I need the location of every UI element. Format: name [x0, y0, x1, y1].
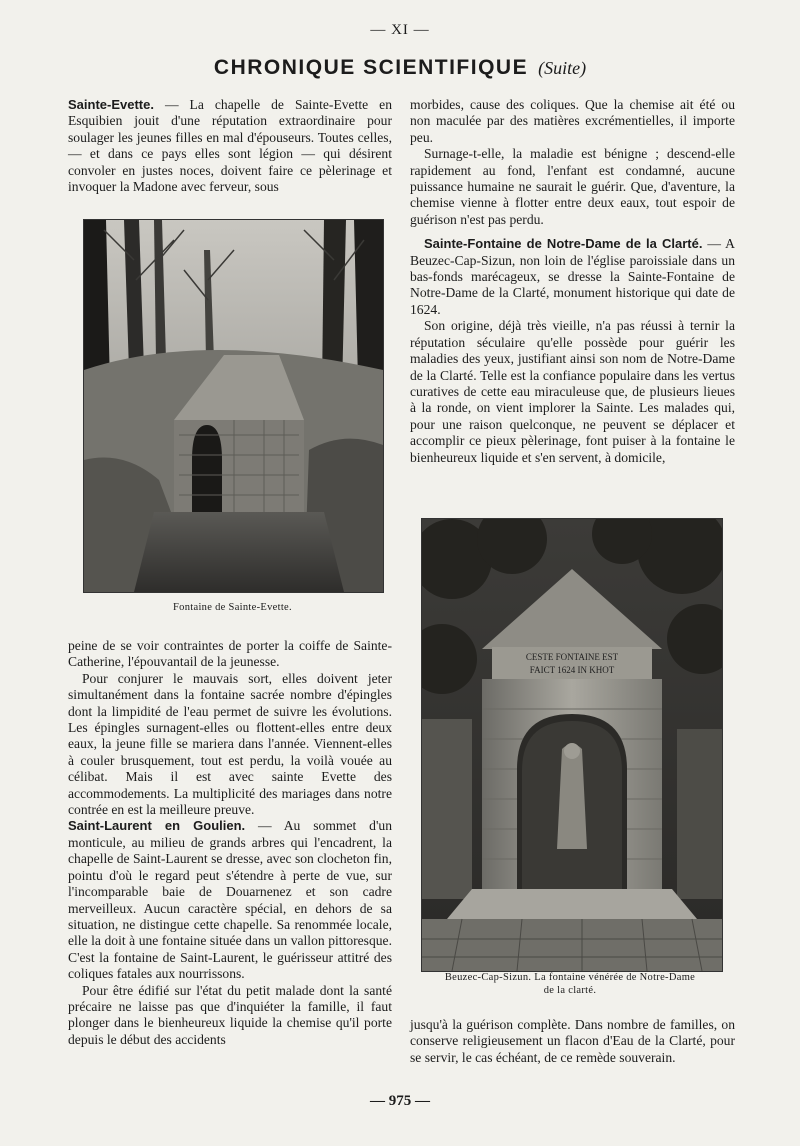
- paragraph-guerison: jusqu'à la guérison complète. Dans nombre de familles, on conserve religieusement un flacon d'Eau de la Clarté, pour se servir, le cas échéant, de ce remède souverain.: [410, 1017, 735, 1065]
- paragraph-continuation: peine de se voir contraintes de porter la coiffe de Sainte-Catherine, l'épouvantail de la jeunesse.: [68, 638, 392, 670]
- photo-illustration: [84, 220, 383, 592]
- page-roman-number: — XI —: [370, 22, 430, 38]
- title-text: CHRONIQUE SCIENTIFIQUE: [213, 56, 529, 79]
- paragraph-text: Pour conjurer le mauvais sort, elles doivent jeter simultanément dans la fontaine sacrée nombre d'épingles dont la limpidité de l'eau permet de suivre les évolutions. Les épingles surnagent-elles ou flottent-elles entre deux eaux, la jeune fille se mariera dans l'année. Viennent-elles à couler brusquement, tout est perdu, la voilà vouée au célibat. Mais il est avec sainte Evette des accommodements. La multiplicité des mariages dans notre contrée en est la meilleure preuve.: [68, 670, 392, 818]
- paragraph-surnage: [410, 146, 735, 228]
- paragraph-text: Surnage-t-elle, la maladie est bénigne ; descend-elle rapidement au fond, l'enfant est condamné, aucune puissance humaine ne saurait le guérir. Que, d'aventure, la chemise vienne à flotter entre deux eaux, tout espoir de guérison n'est pas perdu.: [410, 146, 735, 227]
- paragraph-text: Son origine, déjà très vieille, n'a pas réussi à ternir la réputation séculaire qu'elle possède pour guérir les maladies des yeux, justifiant ainsi son nom de Notre-Dame de la Clarté. Telle est la confiance populaire dans les vertus curatives de cette eau miraculeuse que, de plusieurs lieues à la ronde, on vient implorer la Sainte. Les malades qui, pour une raison quelconque, ne peuvent se déplacer et accomplir ce pieux pèlerinage, font puiser à la fontaine le bienheureux liquide et s'en servent, à domicile,: [410, 318, 735, 465]
- right-column-bottom: [410, 1017, 735, 1066]
- paragraph-text: — La chapelle de Sainte-Evette en Esquibien jouit d'une réputation extraordinaire pour soulager les jeunes filles en mal d'épouseurs. Toutes celles, — et dans ce pays elles sont légion — qui désirent convoler en justes noces, doivent faire ce pèlerinage et invoquer la Madone avec ferveur, sous: [68, 97, 392, 195]
- photo-inscription-line-1: CESTE FONTAINE EST: [525, 652, 619, 662]
- caption-beuzec-line-1: Beuzec-Cap-Sizun. La fontaine vénérée de Notre-Dame: [444, 972, 696, 983]
- photo-fontaine-notre-dame-clarte: [421, 518, 723, 972]
- paragraph-sainte-evette: [68, 97, 392, 195]
- caption-sainte-evette: Fontaine de Sainte-Evette.: [173, 602, 292, 613]
- section-heading-sainte-evette: Sainte-Evette.: [68, 97, 154, 112]
- paragraph-morbides: morbides, cause des coliques. Que la chemise ait été ou non maculée par des matières excrémentielles, il importe peu.: [410, 97, 735, 145]
- left-column-bottom: [68, 638, 392, 1048]
- page-title: [0, 56, 800, 80]
- photo-illustration: [422, 519, 722, 971]
- photo-inscription-line-2: FAICT 1624 IN KHOT: [529, 665, 615, 675]
- paragraph-text: — Au sommet d'un monticule, au milieu de grands arbres qui l'encadrent, la chapelle de Saint-Laurent se dresse, avec son clocheton fin, pointu d'où le regard peut s'étendre à perte de vue, sur l'incomparable baie de Douarnenez et son cadre merveilleux. Aucun caractère spécial, en dehors de sa situation, ne distingue cette chapelle. Sa renommée locale, elle la doit à une fontaine située dans un vallon pittoresque. C'est la fontaine de Saint-Laurent, le guérisseur attitré des coliques fatales aux nourrissons.: [68, 818, 392, 982]
- page-number-bottom: — 975 —: [370, 1093, 430, 1109]
- paragraph-son-origine: [410, 318, 735, 466]
- paragraph-conjurer: [68, 671, 392, 819]
- paragraph-notre-dame-clarte: [410, 236, 735, 318]
- section-heading-notre-dame-clarte: Sainte-Fontaine de Notre-Dame de la Clarté.: [424, 236, 703, 252]
- paragraph-etre-edifie: [68, 983, 392, 1049]
- section-heading-saint-laurent: Saint-Laurent en Goulien.: [68, 818, 246, 834]
- paragraph-saint-laurent: [68, 818, 392, 982]
- paragraph-text: Pour être édifié sur l'état du petit malade dont la santé précaire ne laisse pas que d'inquiéter la famille, il faut plonger dans le bienheureux liquide la chemise qu'il porte depuis le début des accidents: [68, 982, 392, 1047]
- paragraph-text: — A Beuzec-Cap-Sizun, non loin de l'église paroissiale dans un bas-fonds marécageux, se dresse la Sainte-Fontaine de Notre-Dame de la Clarté, monument historique qui date de 1624.: [410, 236, 735, 317]
- right-column-top: [410, 97, 735, 466]
- title-suffix: (Suite): [538, 58, 587, 78]
- left-column-top: [68, 97, 392, 195]
- photo-fontaine-sainte-evette: [83, 219, 384, 593]
- caption-beuzec-line-2: de la clarté.: [543, 985, 597, 996]
